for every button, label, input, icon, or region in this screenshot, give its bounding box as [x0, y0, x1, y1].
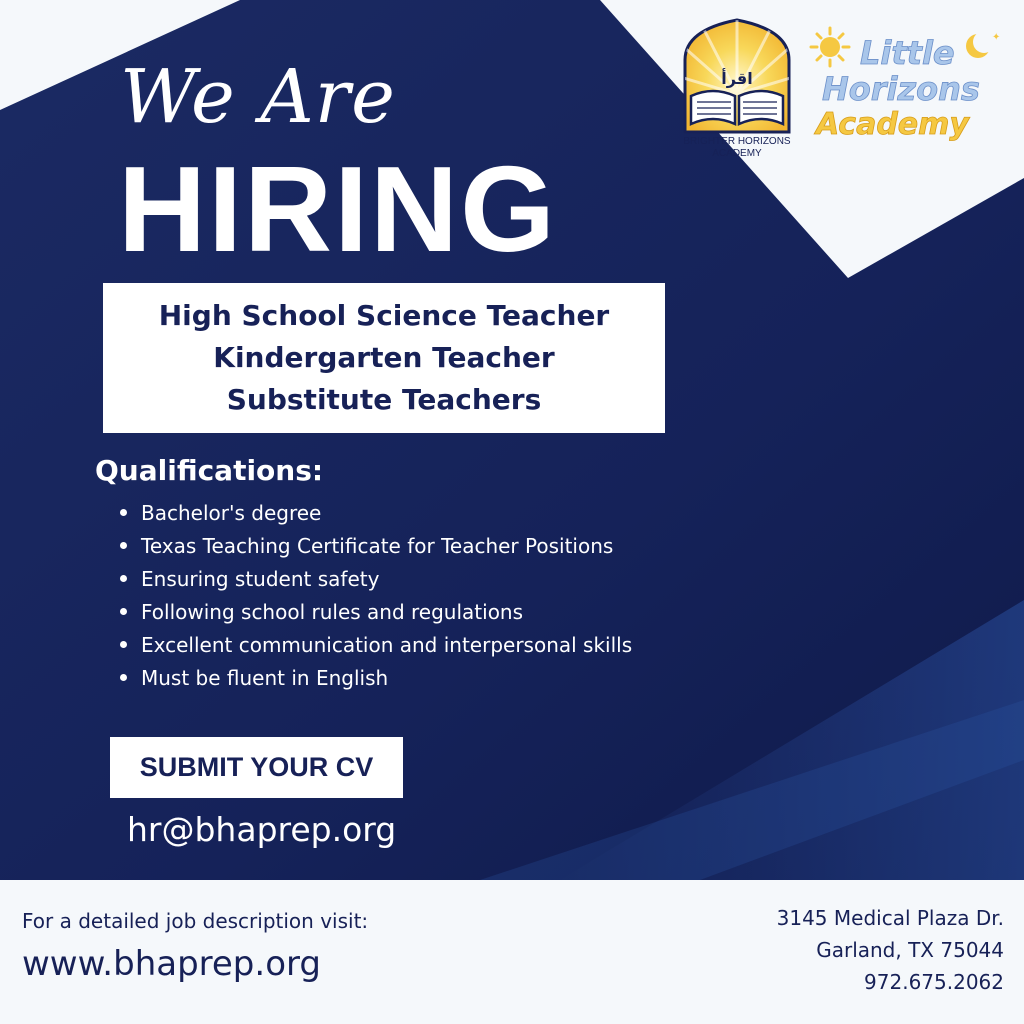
contact-info: [777, 902, 1004, 998]
detail-label: For a detailed job description visit:: [22, 909, 369, 933]
bha-caption-line-2: ACADEMY: [712, 148, 762, 159]
moon-icon: [966, 31, 1000, 58]
hr-email-link[interactable]: hr@bhaprep.org: [127, 810, 397, 849]
qualification-item: [120, 563, 632, 596]
qualification-text: Must be fluent in English: [141, 666, 389, 690]
headline: HIRING: [118, 141, 557, 277]
qualifications-list: [120, 497, 632, 695]
qualification-item: [120, 497, 632, 530]
bullet-icon: [120, 674, 127, 681]
qualification-text: Bachelor's degree: [141, 501, 322, 525]
brighter-horizons-logo: [677, 16, 797, 166]
qualification-text: Ensuring student safety: [141, 567, 380, 591]
bha-caption: [677, 136, 797, 160]
phone-number: 972.675.2062: [864, 970, 1004, 994]
svg-text:✦: ✦: [992, 32, 1001, 43]
lh-word-horizons: Horizons: [822, 70, 980, 108]
little-horizons-logo: [808, 26, 1001, 146]
bha-arabic-text: اقرأ: [721, 69, 753, 88]
position-item: Substitute Teachers: [226, 383, 542, 416]
sun-icon: [811, 28, 849, 66]
qualification-text: Excellent communication and interpersonal skills: [141, 633, 633, 657]
bullet-icon: [120, 608, 127, 615]
qualification-item: [120, 530, 632, 563]
qualification-item: [120, 662, 632, 695]
bha-caption-line-1: BRIGHTER HORIZONS: [683, 136, 791, 147]
qualification-item: [120, 596, 632, 629]
submit-cv-button[interactable]: SUBMIT YOUR CV: [110, 737, 403, 798]
website-link[interactable]: www.bhaprep.org: [22, 944, 321, 984]
bullet-icon: [120, 641, 127, 648]
position-item: High School Science Teacher: [158, 299, 610, 332]
book-sunburst-icon: [677, 16, 797, 136]
address-line-1: 3145 Medical Plaza Dr.: [776, 906, 1004, 930]
lh-word-academy: Academy: [816, 107, 969, 142]
qualifications-heading: Qualifications:: [95, 454, 324, 487]
bullet-icon: [120, 509, 127, 516]
qualification-text: Texas Teaching Certificate for Teacher Positions: [141, 534, 614, 558]
bullet-icon: [120, 542, 127, 549]
bullet-icon: [120, 575, 127, 582]
address-line-2: Garland, TX 75044: [816, 938, 1004, 962]
qualification-text: Following school rules and regulations: [141, 600, 524, 624]
qualification-item: [120, 629, 632, 662]
tagline: We Are: [120, 54, 396, 140]
footer-left: [22, 908, 368, 985]
positions-box: [103, 283, 665, 433]
position-item: Kindergarten Teacher: [213, 341, 555, 374]
lh-word-little: Little: [860, 34, 955, 72]
